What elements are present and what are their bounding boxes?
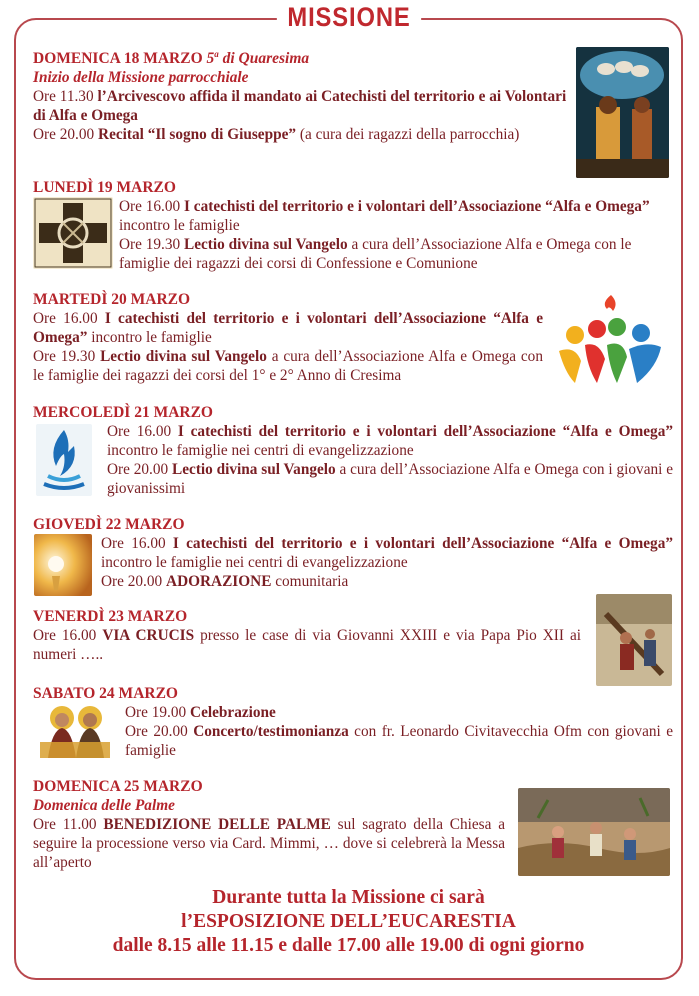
event-detail: sul sagrato della Chiesa a seguire la processione verso via Card. Mimmi, … dove si celebrerà la Messa all’aperto (33, 816, 505, 871)
palm-sunday-image (518, 788, 670, 876)
date-suffix-text: di Quaresima (222, 50, 310, 68)
schedule-line (33, 722, 673, 760)
section-friday-23 (33, 607, 581, 664)
section-date: LUNEDÌ 19 MARZO (33, 179, 176, 196)
time: Ore 20.00 (125, 723, 188, 740)
time: Ore 16.00 (119, 198, 181, 215)
time: Ore 16.00 (33, 310, 98, 327)
section-saturday-24 (33, 684, 673, 760)
via-crucis-image (596, 594, 672, 686)
footer-line: Durante tutta la Missione ci sarà (212, 887, 485, 908)
section-date: MERCOLEDÌ 21 MARZO (33, 404, 213, 421)
event-title: BENEDIZIONE DELLE PALME (103, 816, 331, 833)
section-date: MARTEDÌ 20 MARZO (33, 291, 191, 308)
section-date: VENERDÌ 23 MARZO (33, 608, 188, 625)
event-title: I catechisti del territorio e i volontari dell’Associazione “Alfa e Omega” (33, 310, 543, 346)
section-sunday-25 (33, 777, 505, 872)
schedule-line (33, 347, 543, 385)
event-title: Lectio divina sul Vangelo (100, 348, 267, 365)
schedule-line (33, 460, 673, 498)
schedule-line (33, 626, 581, 664)
schedule-line (33, 815, 505, 872)
section-thursday-22 (33, 515, 673, 591)
event-detail: incontro le famiglie nei centri di evangelizzazione (101, 554, 408, 571)
footer (14, 886, 683, 958)
schedule-line (33, 197, 673, 235)
time: Ore 11.00 (33, 816, 97, 833)
time: Ore 16.00 (107, 423, 172, 440)
schedule-line (33, 235, 673, 273)
event-detail: (a cura dei ragazzi della parrocchia) (296, 126, 520, 144)
people-logo-image (555, 293, 667, 385)
time: Ore 16.00 (33, 627, 97, 644)
schedule-line (33, 87, 568, 125)
event-title: VIA CRUCIS (102, 627, 195, 644)
section-date: GIOVEDÌ 22 MARZO (33, 516, 185, 533)
celtic-cross-image (33, 197, 113, 269)
schedule-line (33, 534, 673, 572)
time: Ore 19.00 (125, 704, 187, 721)
dove-logo-image (36, 424, 92, 496)
date-suffix-num: 5 (206, 50, 215, 68)
event-detail: a cura dell’Associazione Alfa e Omega con le famiglie dei ragazzi dei corsi di Confessione e Comunione (119, 236, 632, 272)
egypt-fresco-image (576, 47, 669, 178)
event-detail: comunitaria (271, 573, 349, 590)
section-monday-19 (33, 178, 673, 273)
date-suffix (206, 50, 309, 67)
event-title: I catechisti del territorio e i volontari dell’Associazione “Alfa e Omega” (172, 535, 673, 552)
event-detail: incontro le famiglie (119, 217, 240, 234)
schedule-line (33, 309, 543, 347)
time: Ore 20.00 (33, 126, 95, 144)
section-subtitle: Domenica delle Palme (33, 797, 175, 814)
event-title: I catechisti del territorio e i volontari dell’Associazione “Alfa e Omega” (177, 423, 673, 440)
time: Ore 19.30 (119, 236, 181, 253)
page-title: MISSIONE (277, 2, 421, 33)
event-detail: a cura dell’Associazione Alfa e Omega con i giovani e giovanissimi (107, 461, 673, 497)
event-title: Lectio divina sul Vangelo (184, 236, 348, 253)
section-sunday-18 (33, 45, 568, 144)
time: Ore 20.00 (107, 461, 169, 478)
title-wrap (0, 2, 699, 33)
schedule-line (33, 125, 568, 144)
event-detail: incontro le famiglie nei centri di evangelizzazione (107, 442, 414, 459)
event-detail: presso le case di via Giovanni XXIII e via Papa Pio XII ai numeri ….. (33, 627, 581, 663)
event-detail: a cura dell’Associazione Alfa e Omega con le famiglie dei ragazzi dei corsi del 1° e 2° Anno di Cresima (33, 348, 543, 384)
eucharist-image (34, 534, 92, 596)
event-title: l’Arcivescovo affida il mandato ai Catechisti del territorio e ai Volontari di Alfa e Omega (33, 88, 567, 125)
time: Ore 16.00 (101, 535, 166, 552)
event-title: ADORAZIONE (166, 573, 272, 590)
schedule-line (33, 422, 673, 460)
event-title: I catechisti del territorio e i volontari dell’Associazione “Alfa e Omega” (184, 198, 650, 215)
section-subtitle: Inizio della Missione parrocchiale (33, 69, 249, 87)
section-date: SABATO 24 MARZO (33, 685, 178, 702)
footer-line: dalle 8.15 alle 11.15 e dalle 17.00 alle 19.00 di ogni giorno (112, 935, 585, 956)
event-title: Celebrazione (190, 704, 276, 721)
event-title: Concerto/testimonianza (193, 723, 349, 740)
footer-line: l’ESPOSIZIONE DELL’EUCARESTIA (181, 911, 516, 932)
time: Ore 11.30 (33, 88, 94, 106)
date-suffix-sup: a (214, 49, 219, 59)
time: Ore 19.30 (33, 348, 96, 365)
section-date: DOMENICA 18 MARZO (33, 50, 203, 68)
event-detail: con fr. Leonardo Civitavecchia Ofm con giovani e famiglie (125, 723, 673, 759)
event-detail: incontro le famiglie (87, 329, 212, 346)
section-wednesday-21 (33, 403, 673, 498)
section-tuesday-20 (33, 290, 543, 385)
schedule-line (33, 703, 673, 722)
event-title: Lectio divina sul Vangelo (172, 461, 336, 478)
section-date: DOMENICA 25 MARZO (33, 778, 203, 795)
section-date-line (33, 45, 568, 68)
time: Ore 20.00 (101, 573, 163, 590)
schedule-line (33, 572, 673, 591)
icon-saints-image (34, 702, 116, 758)
event-title: Recital “Il sogno di Giuseppe” (98, 126, 297, 144)
